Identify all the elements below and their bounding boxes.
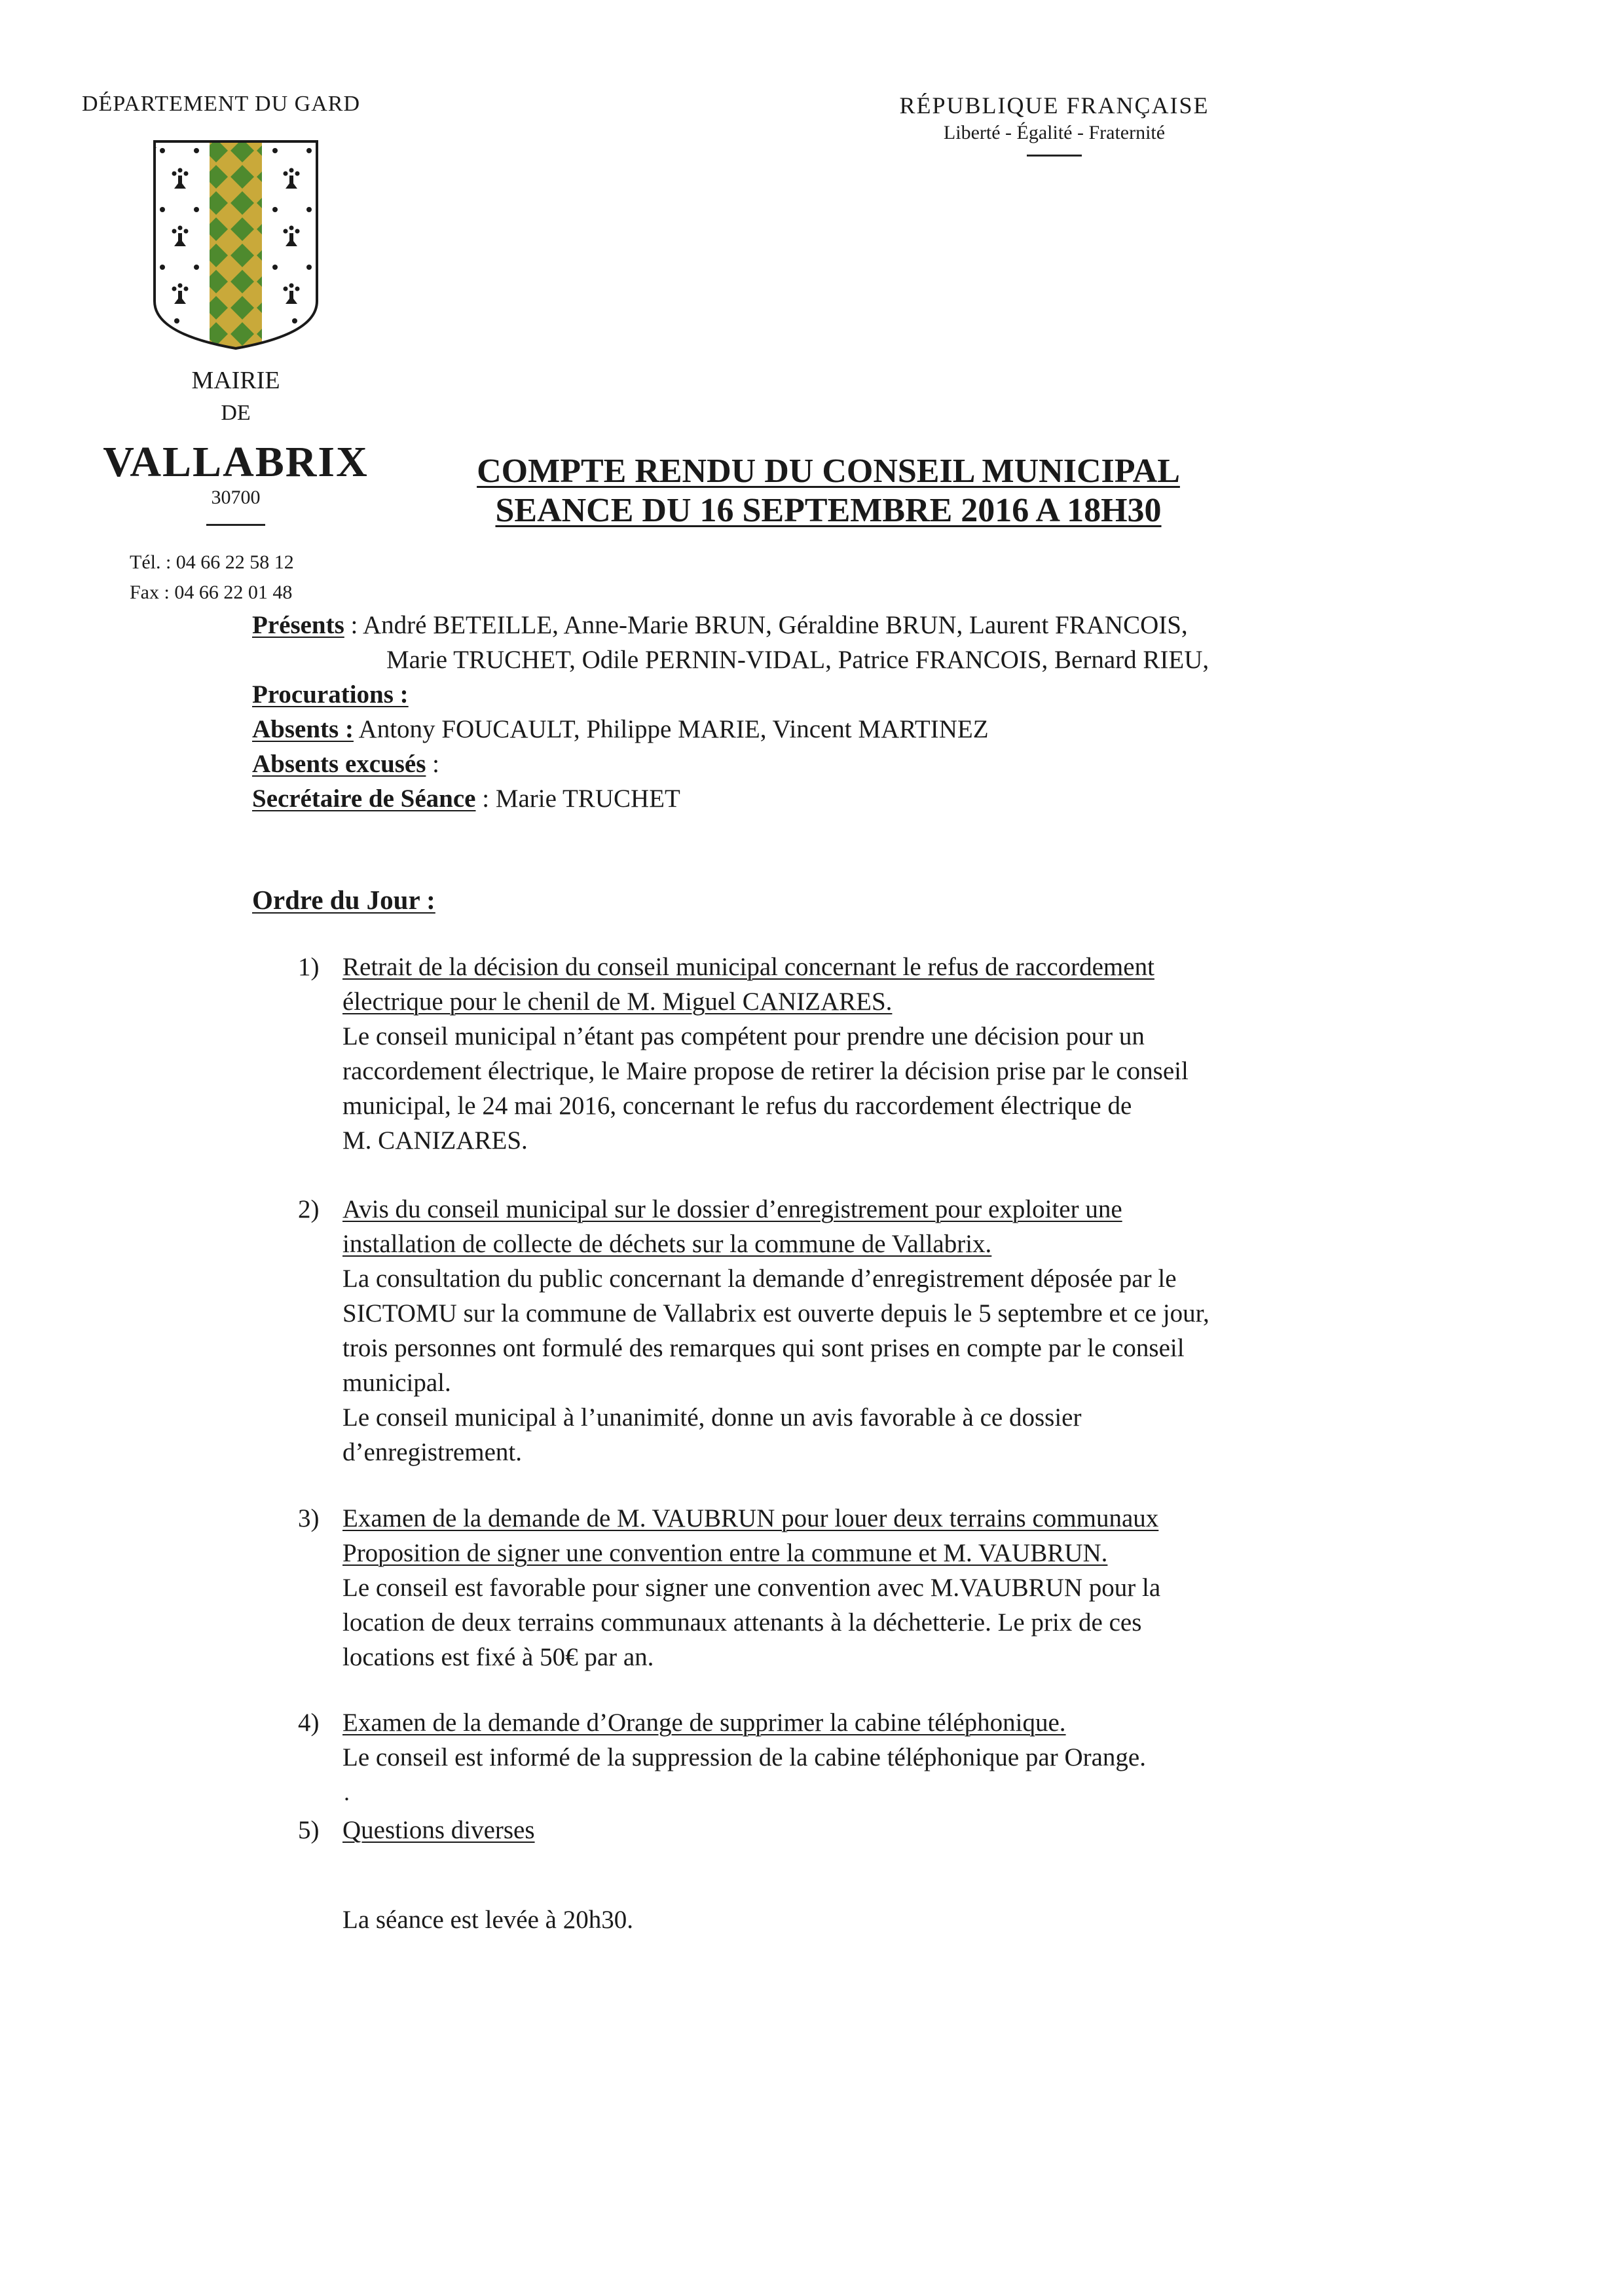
document-title [458,452,1198,530]
item-content [342,1813,535,1847]
closing-statement: La séance est levée à 20h30. [342,1906,633,1934]
item-text-line: Le conseil est favorable pour signer une convention avec M.VAUBRUN pour la [342,1574,1161,1602]
agenda-heading [252,883,435,917]
item-number: 4) [298,1709,320,1737]
item-title-line-1: Avis du conseil municipal sur le dossier d’enregistrement pour exploiter une [342,1195,1122,1223]
item-text-line: locations est fixé à 50€ par an. [342,1643,654,1671]
absents-excuses-line [252,747,439,781]
secretaire-line [252,781,680,816]
item-content [342,1192,1209,1470]
item-text-line: M. CANIZARES. [342,1126,528,1155]
mairie-block [79,364,393,526]
item-text-line: La consultation du public concernant la demande d’enregistrement déposée par le [342,1265,1177,1293]
absents-excuses-label: Absents excusés [252,750,426,778]
item-title-line-1: Examen de la demande de M. VAUBRUN pour louer deux terrains communaux [342,1504,1159,1532]
mairie-label: MAIRIE [191,367,280,394]
item-text-line: d’enregistrement. [342,1438,522,1466]
absents-excuses-value: : [426,750,440,778]
item-number: 1) [298,953,320,981]
coat-of-arms-icon [151,138,321,354]
procurations-line [252,677,409,712]
item-text-line: raccordement électrique, le Maire propose de retirer la décision prise par le conseil [342,1057,1189,1085]
item-title-line-1: Retrait de la décision du conseil municipal concernant le refus de raccordement [342,953,1154,981]
absents-line [252,712,989,747]
item-number: 3) [298,1504,320,1532]
item-text-line: location de deux terrains communaux attenants à la déchetterie. Le prix de ces [342,1608,1142,1637]
item-title-line-2: Proposition de signer une convention entre la commune et M. VAUBRUN. [342,1539,1108,1567]
secretaire-label: Secrétaire de Séance [252,785,476,813]
postcode: 30700 [211,487,261,508]
presents-list-1: : André BETEILLE, Anne-Marie BRUN, Géraldine BRUN, Laurent FRANCOIS, [344,611,1188,639]
item-text-line: Le conseil municipal n’étant pas compétent pour prendre une décision pour un [342,1022,1145,1050]
item-number: 2) [298,1195,320,1223]
item-text-line: municipal. [342,1369,451,1397]
absents-list: Antony FOUCAULT, Philippe MARIE, Vincent MARTINEZ [353,715,989,743]
stray-dot: . [344,1779,350,1805]
republic-label: RÉPUBLIQUE FRANÇAISE [899,92,1209,119]
item-text-line: Le conseil est informé de la suppression de la cabine téléphonique par Orange. [342,1743,1146,1771]
presents-line-1 [252,608,1188,642]
item-content [342,1705,1146,1775]
mairie-rule [206,524,265,526]
item-text-line: trois personnes ont formulé des remarques qui sont prises en compte par le conseil [342,1334,1185,1362]
secretaire-value: : Marie TRUCHET [475,785,680,813]
item-content [342,1501,1160,1675]
item-content [342,950,1189,1158]
item-text-line: Le conseil municipal à l’unanimité, donne un avis favorable à ce dossier [342,1403,1082,1432]
republic-motto: Liberté - Égalité - Fraternité [943,122,1166,143]
header-rule [1027,155,1082,157]
item-title-line-2: électrique pour le chenil de M. Miguel CANIZARES. [342,988,893,1016]
title-line-2: SEANCE DU 16 SEPTEMBRE 2016 A 18H30 [495,492,1162,529]
presents-list-2: Marie TRUCHET, Odile PERNIN-VIDAL, Patrice FRANCOIS, Bernard RIEU, [386,646,1209,674]
item-text-line: SICTOMU sur la commune de Vallabrix est ouverte depuis le 5 septembre et ce jour, [342,1299,1209,1327]
title-line-1: COMPTE RENDU DU CONSEIL MUNICIPAL [477,453,1180,490]
presents-label: Présents [252,611,344,639]
absents-label: Absents : [252,715,354,743]
item-number: 5) [298,1816,320,1844]
item-title-line-1: Examen de la demande d’Orange de supprimer la cabine téléphonique. [342,1709,1066,1737]
fax: Fax : 04 66 22 01 48 [130,582,293,603]
procurations-label: Procurations : [252,680,409,709]
item-title-line-1: Questions diverses [342,1816,535,1844]
contact-block [130,547,294,608]
department-label: DÉPARTEMENT DU GARD [82,92,360,116]
item-title-line-2: installation de collecte de déchets sur la commune de Vallabrix. [342,1230,992,1258]
telephone: Tél. : 04 66 22 58 12 [130,551,294,573]
republic-header [871,92,1238,157]
town-name: VALLABRIX [103,438,369,486]
agenda-heading-text: Ordre du Jour : [252,885,435,915]
item-text-line: municipal, le 24 mai 2016, concernant le refus du raccordement électrique de [342,1092,1132,1120]
mairie-de: DE [221,401,251,425]
